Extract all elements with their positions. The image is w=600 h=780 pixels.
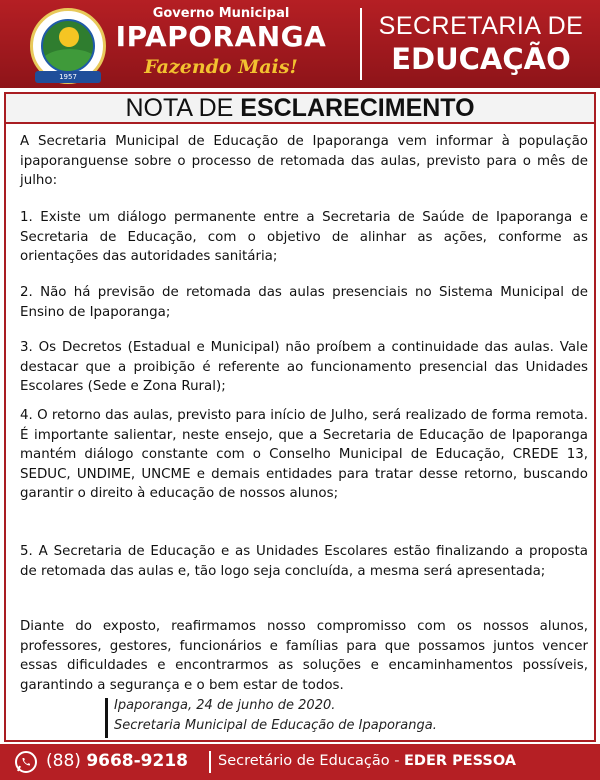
government-label: Governo Municipal bbox=[152, 6, 290, 21]
notice-body bbox=[4, 122, 596, 742]
title-emphasis: ESCLARECIMENTO bbox=[240, 94, 475, 122]
item-3-paragraph: 3. Os Decretos (Estadual e Municipal) não proíbem a continuidade das aulas. Vale destacar que a proibição é referente ao funcionamento presencial das Unidades Escolares (Sede e Zona Rural); bbox=[20, 340, 588, 394]
footer-bar bbox=[0, 744, 600, 780]
secretaria-label: SECRETARIA DE bbox=[378, 12, 584, 40]
intro-paragraph: A Secretaria Municipal de Educação de Ipaporanga vem informar à população ipaporanguense sobre o processo de retomada das aulas, previsto para o mês de julho: bbox=[20, 134, 588, 188]
phone-area-code: (88) bbox=[46, 751, 87, 771]
hill-icon bbox=[41, 49, 95, 73]
closing-paragraph: Diante do exposto, reafirmamos nosso compromisso com os nossos alunos, professores, gestores, funcionários e famílias para que possamos juntos vencer essas dificuldades e encontrarmos as soluções e encaminhamentos possíveis, garantindo a segurança e o bem estar de todos. bbox=[20, 619, 588, 693]
signature-office: Secretaria Municipal de Educação de Ipaporanga. bbox=[114, 718, 437, 733]
crest-shield bbox=[41, 19, 95, 73]
item-5-paragraph: 5. A Secretaria de Educação e as Unidades Escolares estão finalizando a proposta de retomada das aulas e, tão logo seja concluída, a mesma será apresentada; bbox=[20, 544, 588, 579]
secretary-name: EDER PESSOA bbox=[404, 753, 517, 769]
municipal-crest-logo bbox=[30, 8, 106, 84]
whatsapp-icon bbox=[14, 750, 38, 774]
contact-phone bbox=[46, 751, 188, 771]
slogan: Fazendo Mais! bbox=[144, 56, 298, 78]
item-2-paragraph: 2. Não há previsão de retomada das aulas presenciais no Sistema Municipal de Ensino de Ipaporanga; bbox=[20, 285, 588, 320]
crest-ribbon: 1957 bbox=[35, 71, 101, 83]
item-4-paragraph: 4. O retorno das aulas, previsto para início de Julho, será realizado de forma remota. É importante salientar, neste ensejo, que a Secretaria de Educação de Ipaporanga mantém diálogo constante com o Conselho Municipal de Educação, CREDE 13, SEDUC, UNDIME, UNCME e demais entidades para tratar desse retorno, buscando garantir o direito à educação de nossos alunos; bbox=[20, 408, 588, 501]
city-name: IPAPORANGA bbox=[115, 20, 327, 53]
department-label: EDUCAÇÃO bbox=[391, 42, 571, 76]
title-prefix: NOTA DE bbox=[125, 94, 241, 122]
signature-place-date: Ipaporanga, 24 de junho de 2020. bbox=[114, 698, 336, 713]
header-banner bbox=[0, 0, 600, 88]
header-divider bbox=[360, 8, 362, 80]
secretary-role: Secretário de Educação - bbox=[218, 753, 405, 769]
item-1-paragraph: 1. Existe um diálogo permanente entre a Secretaria de Saúde de Ipaporanga e Secretaria de Educação, com o objetivo de alinhar as ações, conforme as orientações das autoridades sanitária; bbox=[20, 210, 588, 264]
secretary-credit bbox=[218, 753, 516, 769]
footer-divider bbox=[209, 751, 211, 773]
page-title bbox=[4, 92, 596, 122]
phone-number: 9668-9218 bbox=[86, 751, 188, 771]
signature-bar bbox=[105, 698, 108, 738]
sun-icon bbox=[59, 27, 79, 47]
